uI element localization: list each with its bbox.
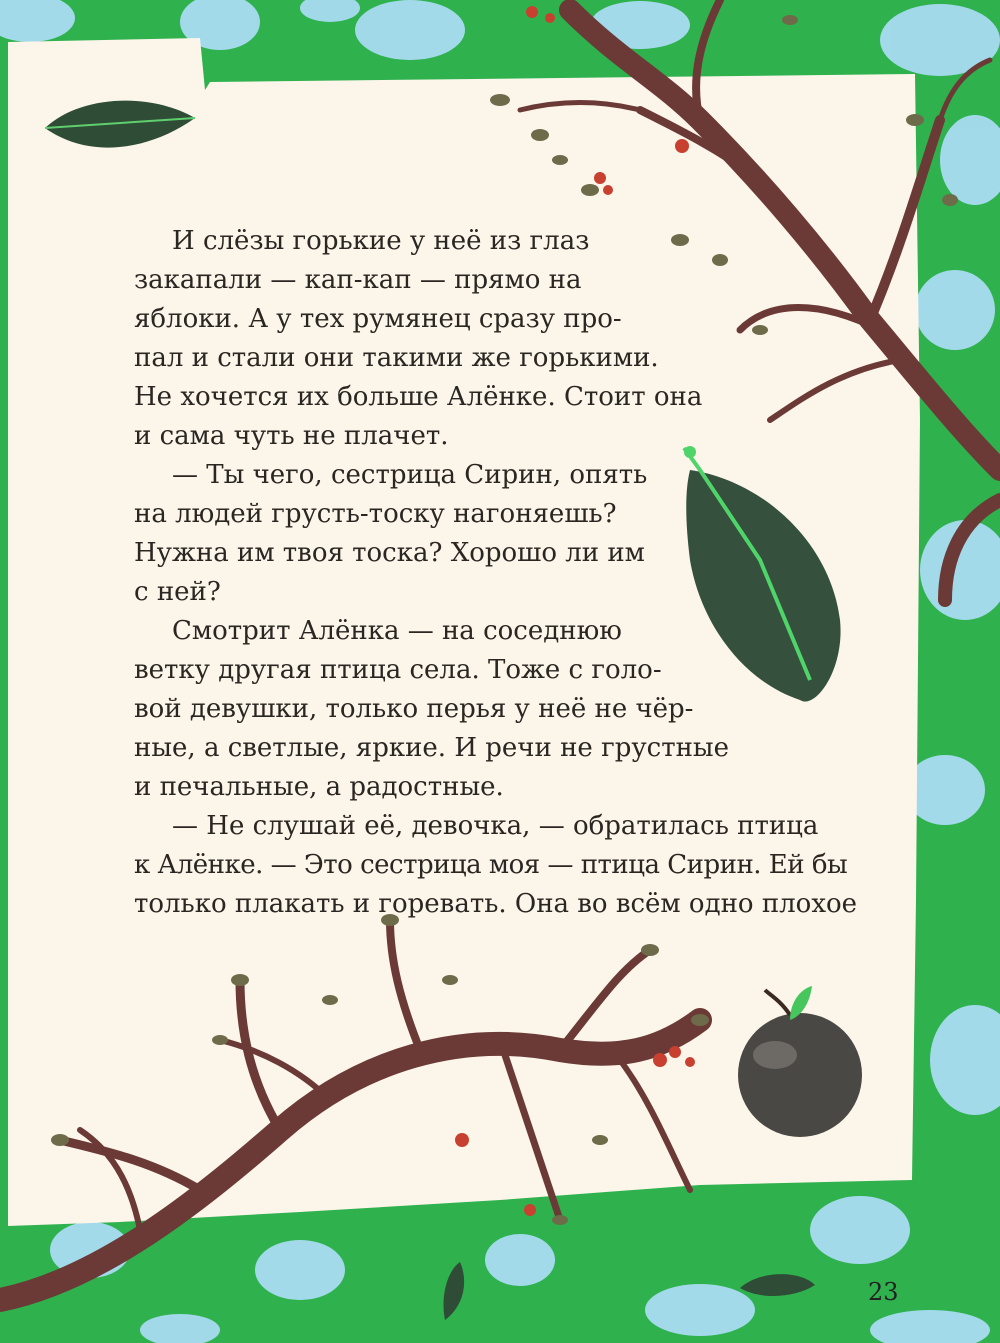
text-line: и печальные, а радостные.: [134, 772, 504, 802]
text-line: закапали — кап-кап — прямо на: [134, 265, 582, 295]
story-text: [134, 222, 864, 924]
text-line: с ней?: [134, 577, 221, 607]
text-line: вой девушки, только перья у неё не чёр-: [134, 694, 694, 724]
page-number: 23: [868, 1278, 899, 1306]
text-line: пал и стали они такими же горькими.: [134, 343, 659, 373]
text-line: к Алёнке. — Это сестрица моя — птица Сирин. Ей бы: [134, 850, 848, 880]
text-line: И слёзы горькие у неё из глаз: [172, 226, 590, 256]
text-line: только плакать и горевать. Она во всём одно плохое: [134, 889, 858, 919]
text-line: — Не слушай её, девочка, — обратилась птица: [172, 811, 819, 841]
text-line: яблоки. А у тех румянец сразу про-: [134, 304, 622, 334]
text-line: ветку другая птица села. Тоже с голо-: [134, 655, 662, 685]
text-line: на людей грусть-тоску нагоняешь?: [134, 499, 617, 529]
text-line: Нужна им твоя тоска? Хорошо ли им: [134, 538, 645, 568]
text-line: ные, а светлые, яркие. И речи не грустные: [134, 733, 729, 763]
text-line: — Ты чего, сестрица Сирин, опять: [172, 460, 648, 490]
text-line: Смотрит Алёнка — на соседнюю: [172, 616, 622, 646]
text-line: Не хочется их больше Алёнке. Стоит она: [134, 382, 703, 412]
text-line: и сама чуть не плачет.: [134, 421, 449, 451]
